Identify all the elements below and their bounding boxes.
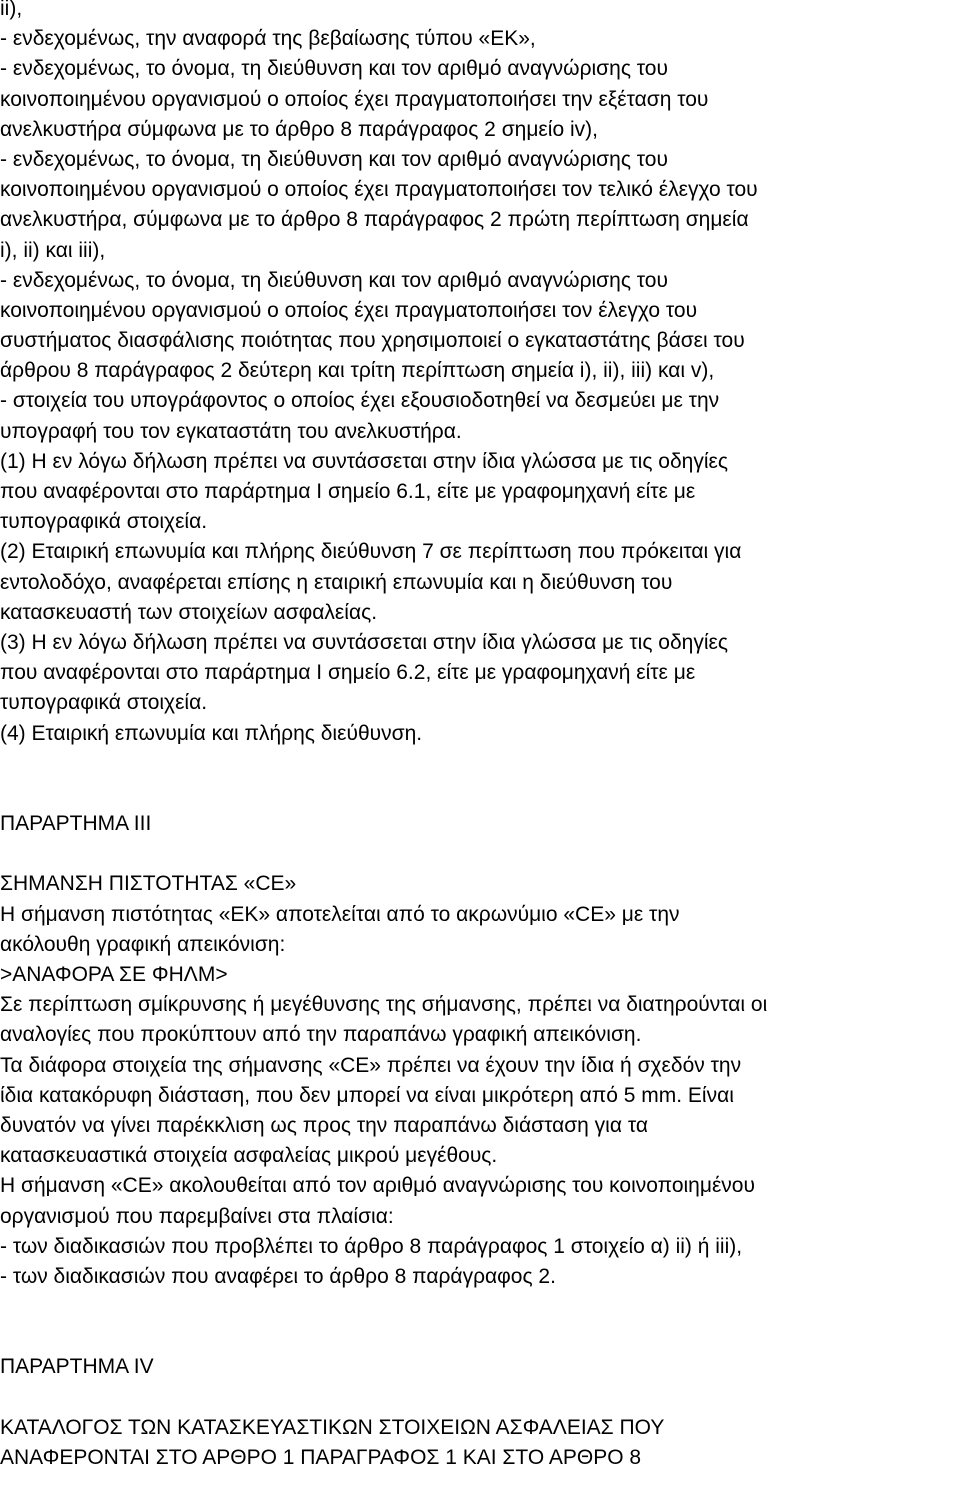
footnote-line: εντολοδόχο, αναφέρεται επίσης η εταιρική επωνυμία και η διεύθυνση του	[0, 570, 673, 594]
text-line: συστήματος διασφάλισης ποιότητας που χρησιμοποιεί ο εγκαταστάτης βάσει του	[0, 329, 745, 353]
annex-iii-heading-block	[0, 809, 960, 839]
text-line: δυνατόν να γίνει παρέκκλιση ως προς την παραπάνω διάσταση για τα	[0, 1113, 648, 1137]
text-line: κοινοποιημένου οργανισμού ο οποίος έχει πραγματοποιήσει τον έλεγχο του	[0, 298, 698, 322]
footnote-line: που αναφέρονται στο παράρτημα Ι σημείο 6.2, είτε με γραφομηχανή είτε με	[0, 661, 696, 685]
text-line: Η σήμανση πιστότητας «ΕΚ» αποτελείται από το ακρωνύμιο «CE» με την	[0, 902, 680, 926]
text-line: ii),	[0, 0, 23, 20]
section-title: ΑΝΑΦΕΡΟΝΤΑΙ ΣΤΟ ΑΡΘΡΟ 1 ΠΑΡΑΓΡΑΦΟΣ 1 ΚΑΙ ΣΤΟ ΑΡΘΡΟ 8	[0, 1446, 642, 1470]
text-line: - των διαδικασιών που προβλέπει το άρθρο 8 παράγραφος 1 στοιχείο α) ii) ή iii),	[0, 1234, 743, 1258]
blank-space	[0, 839, 960, 869]
text-line: - των διαδικασιών που αναφέρει το άρθρο 8 παράγραφος 2.	[0, 1264, 556, 1288]
text-line: Η σήμανση «CE» ακολουθείται από τον αριθμό αναγνώρισης του κοινοποιημένου	[0, 1174, 755, 1198]
figure-reference: >ΑΝΑΦΟΡΑ ΣΕ ΦΗΛΜ>	[0, 963, 228, 987]
footnote-line: (1) Η εν λόγω δήλωση πρέπει να συντάσσεται στην ίδια γλώσσα με τις οδηγίες	[0, 449, 728, 473]
safety-components-title-block	[0, 1413, 960, 1473]
blank-space	[0, 1383, 960, 1413]
footnote-line: που αναφέρονται στο παράρτημα Ι σημείο 6.1, είτε με γραφομηχανή είτε με	[0, 480, 696, 503]
text-line: Σε περίπτωση σμίκρυνσης ή μεγέθυνσης της σήμανσης, πρέπει να διατηρούνται οι	[0, 993, 768, 1017]
annex-iv-heading-block	[0, 1352, 960, 1382]
text-line: υπογραφή του τον εγκαταστάτη του ανελκυστήρα.	[0, 419, 462, 443]
blank-space	[0, 1292, 960, 1352]
text-line: κοινοποιημένου οργανισμού ο οποίος έχει πραγματοποιήσει την εξέταση του	[0, 87, 709, 111]
text-line: - ενδεχομένως, το όνομα, τη διεύθυνση και τον αριθμό αναγνώρισης του	[0, 147, 668, 171]
text-line: αναλογίες που προκύπτουν από την παραπάνω γραφική απεικόνιση.	[0, 1023, 642, 1047]
footnote-line: (3) Η εν λόγω δήλωση πρέπει να συντάσσεται στην ίδια γλώσσα με τις οδηγίες	[0, 630, 728, 654]
text-line: ανελκυστήρα σύμφωνα με το άρθρο 8 παράγραφος 2 σημείο iv),	[0, 117, 598, 141]
text-line: - ενδεχομένως, το όνομα, τη διεύθυνση και τον αριθμό αναγνώρισης του	[0, 57, 668, 81]
text-line: i), ii) και iii),	[0, 238, 106, 262]
text-line: Τα διάφορα στοιχεία της σήμανσης «CE» πρέπει να έχουν την ίδια ή σχεδόν την	[0, 1053, 742, 1077]
section-title: ΣΗΜΑΝΣΗ ΠΙΣΤΟΤΗΤΑΣ «CE»	[0, 872, 297, 896]
footnote-line: κατασκευαστή των στοιχείων ασφαλείας.	[0, 600, 378, 624]
footnote-line: (4) Εταιρική επωνυμία και πλήρης διεύθυνση.	[0, 721, 423, 745]
text-line: ανελκυστήρα, σύμφωνα με το άρθρο 8 παράγραφος 2 πρώτη περίπτωση σημεία	[0, 208, 749, 232]
text-line: οργανισμού που παρεμβαίνει στα πλαίσια:	[0, 1204, 394, 1228]
footnote-line: τυπογραφικά στοιχεία.	[0, 691, 208, 715]
footnote-line: τυπογραφικά στοιχεία.	[0, 510, 208, 534]
text-line: κοινοποιημένου οργανισμού ο οποίος έχει πραγματοποιήσει τον τελικό έλεγχο του	[0, 178, 758, 202]
annex-heading: ΠΑΡΑΡΤΗΜΑ ΙΙΙ	[0, 812, 152, 836]
text-line: - ενδεχομένως, την αναφορά της βεβαίωσης τύπου «ΕΚ»,	[0, 27, 536, 51]
section-title: ΚΑΤΑΛΟΓΟΣ ΤΩΝ ΚΑΤΑΣΚΕΥΑΣΤΙΚΩΝ ΣΤΟΙΧΕΙΩΝ ΑΣΦΑΛΕΙΑΣ ΠΟΥ	[0, 1415, 665, 1439]
text-line: άρθρου 8 παράγραφος 2 δεύτερη και τρίτη περίπτωση σημεία i), ii), iii) και v),	[0, 359, 715, 383]
footnote-line: (2) Εταιρική επωνυμία και πλήρης διεύθυνση 7 σε περίπτωση που πρόκειται για	[0, 540, 742, 564]
text-line: ίδια κατακόρυφη διάσταση, που δεν μπορεί να είναι μικρότερη από 5 mm. Είναι	[0, 1083, 734, 1107]
blank-space	[0, 749, 960, 809]
ce-marking-block	[0, 869, 960, 1292]
text-line: - ενδεχομένως, το όνομα, τη διεύθυνση και τον αριθμό αναγνώρισης του	[0, 268, 668, 292]
text-line: ακόλουθη γραφική απεικόνιση:	[0, 932, 286, 956]
text-line: κατασκευαστικά στοιχεία ασφαλείας μικρού μεγέθους.	[0, 1144, 498, 1168]
text-line: - στοιχεία του υπογράφοντος ο οποίος έχει εξουσιοδοτηθεί να δεσμεύει με την	[0, 389, 720, 413]
annex-heading: ΠΑΡΑΡΤΗΜΑ IV	[0, 1355, 154, 1379]
